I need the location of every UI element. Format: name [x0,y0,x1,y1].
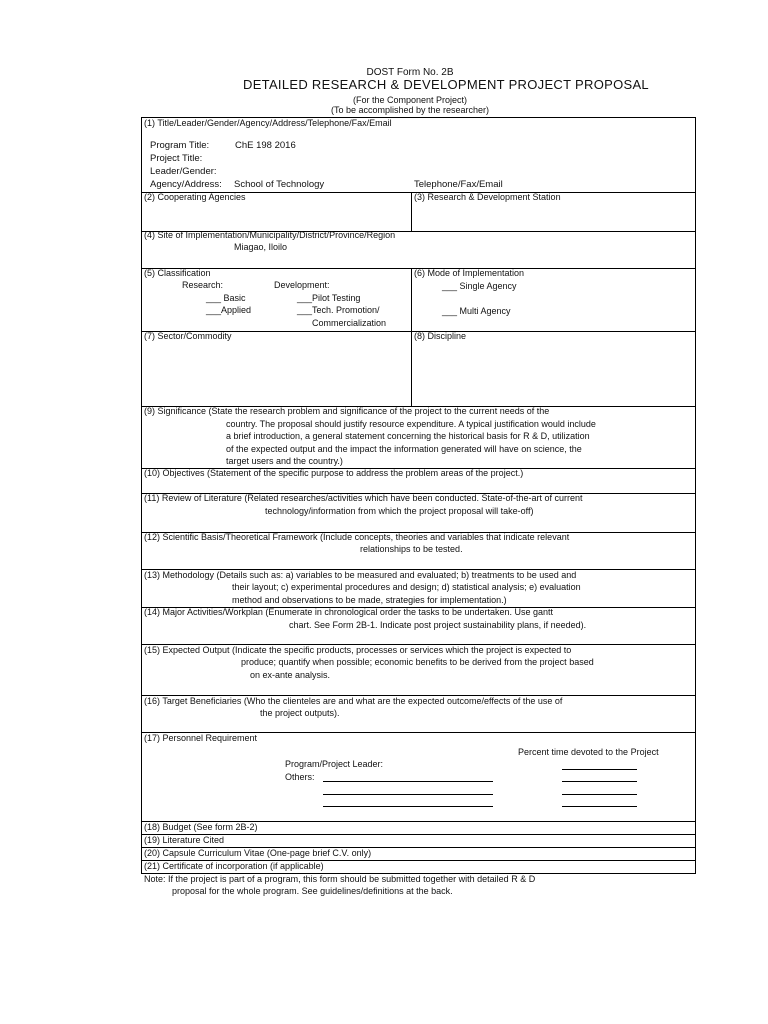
project-title-label: Project Title: [150,153,203,164]
section-16-text: the project outputs). [260,708,340,718]
section-13-label: (13) Methodology (Details such as: a) variables to be measured and evaluated; b) treatments to be used and [144,570,577,580]
section-3-label: (3) Research & Development Station [414,192,561,202]
leader-percent-line[interactable] [562,769,637,770]
section-8-label: (8) Discipline [414,331,467,341]
percent-time-label: Percent time devoted to the Project [518,747,659,757]
section-2-label: (2) Cooperating Agencies [144,192,246,202]
section-9-text: country. The proposal should justify resource expenditure. A typical justification would include [226,419,596,429]
section-5-label: (5) Classification [144,268,211,278]
project-leader-label: Program/Project Leader: [285,759,384,769]
section-20-label: (20) Capsule Curriculum Vitae (One-page brief C.V. only) [144,848,372,858]
section-13-text: their layout; c) experimental procedures and design; d) statistical analysis; e) evaluation [232,582,581,592]
section-10-label: (10) Objectives (Statement of the specific purpose to address the problem areas of the project.) [144,468,524,478]
agency-address-value[interactable]: School of Technology [234,179,325,190]
section-14-label: (14) Major Activities/Workplan (Enumerate in chronological order the tasks to be undertaken. Use gantt [144,607,554,617]
development-label: Development: [274,280,330,290]
site-value[interactable]: Miagao, Iloilo [234,242,288,252]
form-instruction: (To be accomplished by the researcher) [330,105,490,115]
section-1-label: (1) Title/Leader/Gender/Agency/Address/Telephone/Fax/Email [144,118,392,128]
section-12-label: (12) Scientific Basis/Theoretical Framework (Include concepts, theories and variables that indicate relevant [144,532,570,542]
section-11-label: (11) Review of Literature (Related researches/activities which have been conducted. State-of-the-art of current [144,493,583,503]
section-9-label: (9) Significance (State the research problem and significance of the project to the current needs of the [144,406,550,416]
agency-address-label: Agency/Address: [150,179,222,190]
others-name-line[interactable] [323,781,493,782]
column-divider [411,192,412,231]
applied-option[interactable]: ___Applied [206,305,252,315]
section-19-label: (19) Literature Cited [144,835,225,845]
others-name-line[interactable] [323,794,493,795]
section-14-text: chart. See Form 2B-1. Indicate post project sustainability plans, if needed). [289,620,587,630]
program-title-value[interactable]: ChE 198 2016 [235,140,296,151]
others-label: Others: [285,772,315,782]
others-name-line[interactable] [323,806,493,807]
others-percent-line[interactable] [562,781,637,782]
column-divider [411,268,412,406]
leader-gender-label: Leader/Gender: [150,166,217,177]
section-12-text: relationships to be tested. [360,544,463,554]
section-7-label: (7) Sector/Commodity [144,331,232,341]
section-15-label: (15) Expected Output (Indicate the specific products, processes or services which the project is expected to [144,645,572,655]
research-label: Research: [182,280,224,290]
section-21-label: (21) Certificate of incorporation (if applicable) [144,861,324,871]
pilot-testing-option[interactable]: ___Pilot Testing [297,293,361,303]
form-subtitle: (For the Component Project) [352,95,468,105]
section-9-text: target users and the country.) [226,456,343,466]
single-agency-option[interactable]: ___ Single Agency [442,281,517,291]
section-15-text: produce; quantify when possible; economic benefits to be derived from the project based [241,657,594,667]
section-18-label: (18) Budget (See form 2B-2) [144,822,258,832]
note-text: Note: If the project is part of a program, this form should be submitted together with detailed R & D [144,874,536,884]
others-percent-line[interactable] [562,794,637,795]
commercialization-label: Commercialization [312,318,387,328]
form-number: DOST Form No. 2B [366,67,454,78]
telephone-label: Telephone/Fax/Email [414,179,503,190]
program-title-label: Program Title: [150,140,210,151]
others-percent-line[interactable] [562,806,637,807]
section-17-label: (17) Personnel Requirement [144,733,258,743]
tech-promotion-option[interactable]: ___Tech. Promotion/ [297,305,380,315]
form-title: DETAILED RESEARCH & DEVELOPMENT PROJECT PROPOSAL [243,77,649,92]
section-9-text: of the expected output and the impact the information generated will have on science, the [226,444,582,454]
row-divider [141,834,696,835]
multi-agency-option[interactable]: ___ Multi Agency [442,306,511,316]
note-text: proposal for the whole program. See guidelines/definitions at the back. [172,886,453,896]
basic-option[interactable]: ___ Basic [206,293,246,303]
section-16-label: (16) Target Beneficiaries (Who the clienteles are and what are the expected outcome/effects of the use of [144,696,563,706]
section-6-label: (6) Mode of Implementation [414,268,525,278]
section-4-label: (4) Site of Implementation/Municipality/District/Province/Region [144,230,396,240]
section-9-text: a brief introduction, a general statement concerning the historical basis for R & D, utilization [226,431,590,441]
section-15-text: on ex-ante analysis. [250,670,331,680]
section-13-text: method and observations to be made, strategies for implementation.) [232,595,507,605]
section-11-text: technology/information from which the project proposal will take-off) [265,506,534,516]
